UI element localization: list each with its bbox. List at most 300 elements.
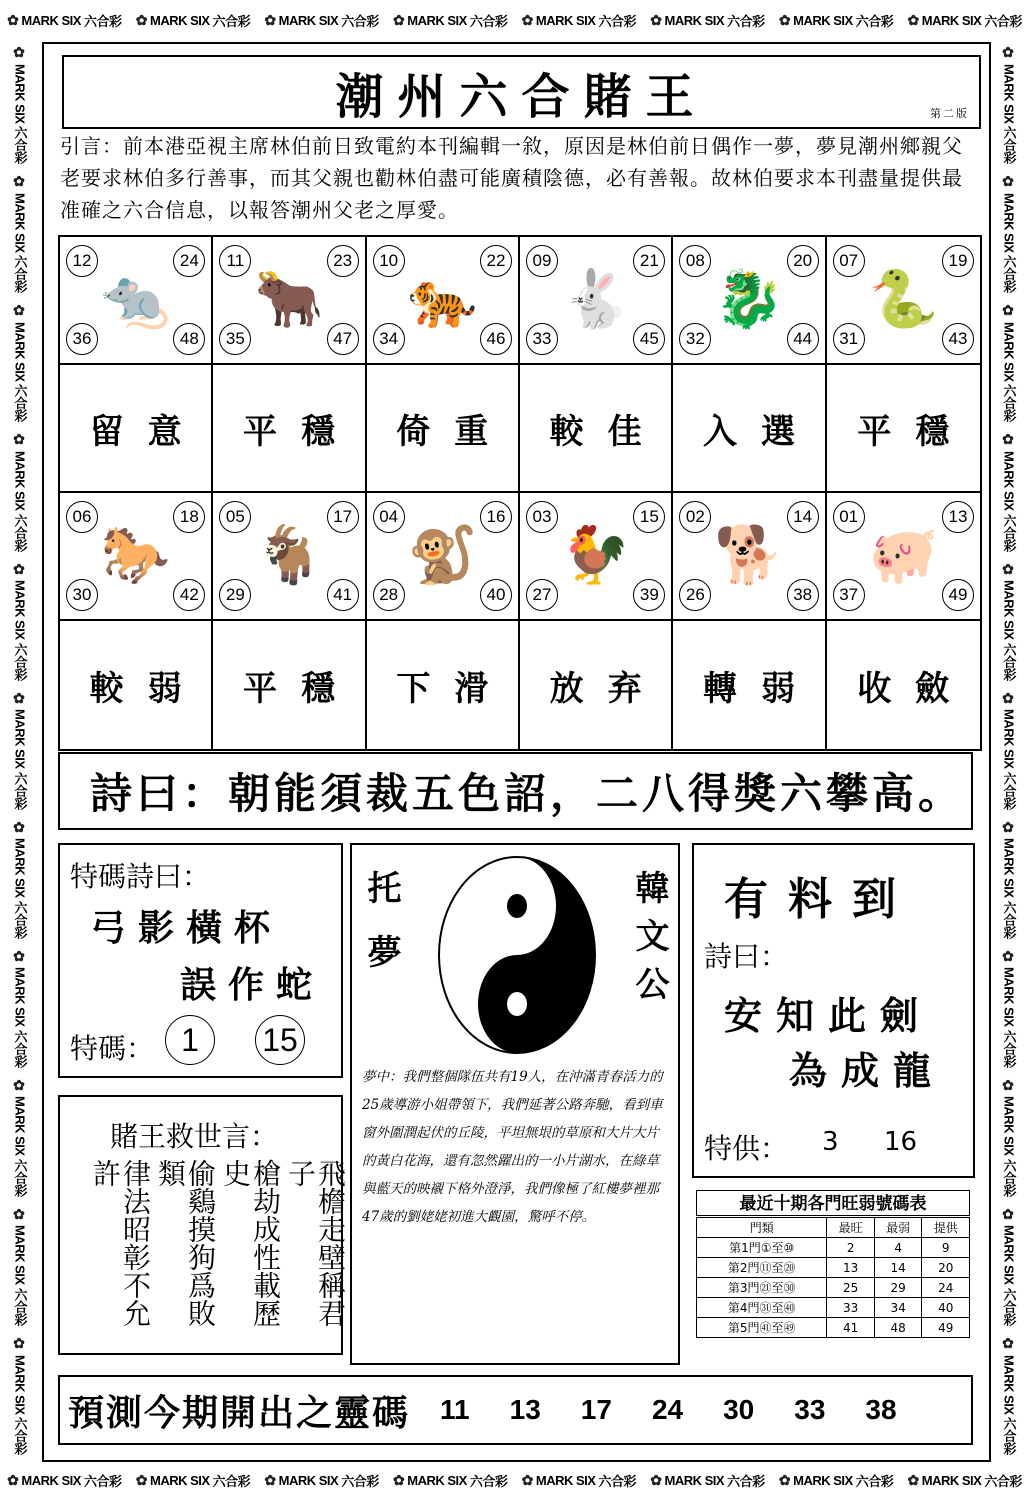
- brand-text: MARK SIX: [1001, 450, 1017, 511]
- flower-icon: ✿: [1001, 432, 1017, 448]
- brand-cn: 六合彩: [598, 1473, 636, 1489]
- zodiac-cell: [367, 237, 520, 365]
- savior-column: 飛檐走壁稱君子: [284, 1159, 347, 1327]
- zodiac-verdict: 倚重: [367, 365, 520, 493]
- stats-cell: 9: [922, 1238, 970, 1258]
- brand-text: MARK SIX: [12, 63, 28, 124]
- brand-mark: [7, 1471, 121, 1490]
- stats-row: [697, 1298, 970, 1318]
- stats-cell: 33: [827, 1298, 875, 1318]
- brand-mark: [11, 45, 30, 164]
- brand-text: MARK SIX: [1001, 709, 1017, 769]
- stats-header: 最旺: [827, 1218, 875, 1238]
- stats-cell: 第4門㉛至㊵: [697, 1298, 827, 1318]
- brand-mark: [1000, 1078, 1019, 1197]
- flower-icon: ✿: [650, 11, 662, 28]
- brand-mark: [1000, 174, 1019, 293]
- brand-cn: 六合彩: [12, 1417, 28, 1455]
- yin-yang-icon: [437, 855, 597, 1055]
- flower-icon: ✿: [521, 1471, 533, 1488]
- brand-cn: 六合彩: [598, 13, 636, 29]
- dragon-icon: 🐉: [714, 267, 784, 332]
- zodiac-number: 23: [327, 245, 359, 277]
- zodiac-number: 21: [633, 245, 665, 277]
- zodiac-number: 16: [480, 501, 512, 533]
- zodiac-verdict: 較佳: [520, 365, 673, 493]
- brand-mark: [1000, 303, 1019, 422]
- rabbit-icon: 🐇: [560, 267, 631, 332]
- zodiac-number: 12: [66, 245, 98, 277]
- stats-cell: 第5門㊶至㊾: [697, 1318, 827, 1338]
- zodiac-cell: [60, 493, 213, 621]
- zodiac-number: 48: [173, 323, 205, 355]
- flower-icon: ✿: [907, 11, 919, 28]
- zodiac-cell: [213, 493, 366, 621]
- dog-icon: 🐕: [714, 523, 784, 588]
- brand-cn: 六合彩: [12, 1288, 28, 1326]
- goat-icon: 🐐: [254, 523, 324, 588]
- brand-text: MARK SIX: [664, 12, 725, 28]
- brand-cn: 六合彩: [12, 900, 28, 939]
- brand-cn: 六合彩: [12, 1158, 28, 1197]
- left-brand-strip: [0, 40, 40, 1460]
- flower-icon: ✿: [1001, 303, 1017, 319]
- flower-icon: ✿: [12, 690, 28, 707]
- brand-cn: 六合彩: [984, 13, 1022, 29]
- zodiac-verdict: 留意: [60, 365, 213, 493]
- zodiac-number: 49: [942, 579, 974, 611]
- brand-cn: 六合彩: [855, 13, 894, 29]
- zodiac-verdict: 收斂: [857, 668, 974, 709]
- brand-mark: [393, 11, 507, 30]
- special-label: 特碼：: [70, 1032, 155, 1065]
- intro-paragraph: 引言：前本港亞視主席林伯前日致電約本刊編輯一敘，原因是林伯前日偶作一夢，夢見潮州鄉親父老要求林伯多行善事，而其父親也勸林伯盡可能廣積陰德，必有善報。故林伯要求本刊盡量提供最准確之六合信息，以報答潮州父老之厚愛。: [60, 134, 963, 222]
- flower-icon: ✿: [7, 11, 19, 28]
- dream-right-label: 韓文公: [629, 870, 669, 1014]
- brand-cn: 六合彩: [1001, 384, 1017, 422]
- brand-mark: [1000, 949, 1019, 1068]
- brand-mark: [779, 1471, 893, 1490]
- brand-text: MARK SIX: [1001, 838, 1017, 898]
- brand-cn: 六合彩: [1001, 900, 1017, 939]
- zodiac-number: 01: [833, 501, 865, 533]
- brand-cn: 六合彩: [1001, 255, 1017, 293]
- brand-text: MARK SIX: [1001, 192, 1017, 253]
- brand-mark: [1000, 1207, 1019, 1326]
- zodiac-number: 44: [787, 323, 819, 355]
- brand-mark: [136, 11, 250, 30]
- zodiac-cell: [827, 237, 980, 365]
- brand-cn: 六合彩: [12, 513, 28, 552]
- flower-icon: ✿: [12, 1206, 28, 1223]
- prediction-number: 30: [723, 1394, 755, 1425]
- brand-mark: [522, 11, 636, 30]
- flower-icon: ✿: [1001, 561, 1017, 578]
- stats-row: [697, 1318, 970, 1338]
- zodiac-number: 19: [942, 245, 974, 277]
- zodiac-number: 09: [526, 245, 558, 277]
- zodiac-number: 05: [219, 501, 251, 533]
- prediction-label: 預測今期開出之靈碼: [68, 1392, 411, 1434]
- brand-mark: [1000, 691, 1019, 810]
- brand-text: MARK SIX: [12, 192, 28, 253]
- news-heading: 有料到: [724, 874, 916, 925]
- brand-mark: [11, 562, 30, 681]
- flower-icon: ✿: [135, 1471, 148, 1488]
- brand-mark: [1000, 820, 1019, 939]
- brand-mark: [11, 949, 30, 1068]
- brand-mark: [1000, 1336, 1019, 1455]
- stats-cell: 40: [922, 1298, 970, 1318]
- brand-text: MARK SIX: [150, 12, 210, 28]
- stats-header: 門類: [697, 1218, 827, 1238]
- zodiac-number: 39: [633, 579, 665, 611]
- zodiac-number: 14: [787, 501, 819, 533]
- zodiac-number: 30: [66, 579, 98, 611]
- flower-icon: ✿: [1001, 174, 1017, 190]
- rooster-icon: 🐓: [560, 523, 631, 588]
- news-poem-label: 詩曰：: [704, 940, 789, 973]
- flower-icon: ✿: [264, 11, 276, 28]
- brand-text: MARK SIX: [793, 12, 853, 28]
- flower-icon: ✿: [1001, 819, 1017, 836]
- brand-mark: [11, 1207, 30, 1326]
- stats-cell: 2: [827, 1238, 875, 1258]
- flower-icon: ✿: [12, 432, 28, 448]
- brand-mark: [11, 820, 30, 939]
- brand-text: MARK SIX: [12, 709, 28, 769]
- stats-cell: 25: [827, 1278, 875, 1298]
- stats-cell: 4: [874, 1238, 922, 1258]
- brand-mark: [1000, 432, 1019, 551]
- zodiac-number: 32: [679, 323, 711, 355]
- zodiac-number: 27: [526, 579, 558, 611]
- brand-text: MARK SIX: [407, 1472, 467, 1488]
- news-line1: 安知此劍: [724, 994, 933, 1038]
- zodiac-number: 03: [526, 501, 558, 533]
- stats-cell: 13: [827, 1258, 875, 1278]
- flower-icon: ✿: [393, 11, 405, 28]
- zodiac-cell: [520, 237, 673, 365]
- brand-mark: [779, 11, 893, 30]
- prediction-number: 11: [440, 1394, 470, 1425]
- snake-icon: 🐍: [868, 267, 939, 332]
- stats-cell: 24: [922, 1278, 970, 1298]
- flower-icon: ✿: [12, 561, 28, 578]
- zodiac-verdict: 入選: [673, 365, 826, 493]
- stats-row: [697, 1278, 970, 1298]
- brand-cn: 六合彩: [727, 1473, 765, 1489]
- prediction-number: 38: [865, 1394, 897, 1425]
- zodiac-number: 08: [679, 245, 711, 277]
- news-line2: 為成龍: [789, 1049, 946, 1093]
- top-brand-strip: [0, 0, 1029, 40]
- brand-cn: 六合彩: [1001, 513, 1017, 552]
- special-code-box: [58, 843, 343, 1078]
- brand-mark: [1000, 45, 1019, 164]
- title-text: 潮州六合賭王: [335, 68, 708, 125]
- zodiac-verdict: 轉弱: [673, 621, 826, 749]
- flower-icon: ✿: [12, 1336, 28, 1352]
- flower-icon: ✿: [778, 11, 791, 28]
- zodiac-number: 02: [679, 501, 711, 533]
- flower-icon: ✿: [393, 1471, 405, 1488]
- zodiac-verdict: 平穩: [213, 365, 366, 493]
- flower-icon: ✿: [1001, 45, 1017, 61]
- brand-text: MARK SIX: [12, 1354, 28, 1415]
- brand-text: MARK SIX: [1001, 580, 1017, 640]
- zodiac-cell: [673, 493, 826, 621]
- brand-mark: [11, 303, 30, 422]
- monkey-icon: 🐒: [407, 523, 478, 588]
- pig-icon: 🐖: [868, 523, 939, 588]
- brand-cn: 六合彩: [12, 384, 28, 422]
- flower-icon: ✿: [1001, 1077, 1017, 1094]
- brand-mark: [393, 1471, 507, 1490]
- zodiac-number: 41: [327, 579, 359, 611]
- brand-cn: 六合彩: [83, 13, 122, 29]
- zodiac-number: 07: [833, 245, 865, 277]
- savior-column: 偷鷄摸狗爲敗類: [154, 1159, 217, 1327]
- zodiac-number: 35: [219, 323, 251, 355]
- brand-cn: 六合彩: [12, 771, 28, 810]
- page-title: [62, 55, 981, 129]
- brand-mark: [908, 11, 1022, 30]
- stats-cell: 48: [874, 1318, 922, 1338]
- brand-mark: [11, 691, 30, 810]
- brand-cn: 六合彩: [469, 13, 508, 29]
- brand-text: MARK SIX: [12, 1225, 28, 1286]
- brand-cn: 六合彩: [12, 642, 28, 681]
- flower-icon: ✿: [1001, 1336, 1017, 1352]
- zodiac-verdict: 較弱: [60, 621, 213, 749]
- brand-text: MARK SIX: [793, 1472, 853, 1488]
- stats-table: [696, 1217, 970, 1338]
- stats-cell: 第2門⑪至⑳: [697, 1258, 827, 1278]
- stats-cell: 20: [922, 1258, 970, 1278]
- brand-cn: 六合彩: [12, 126, 28, 164]
- prediction-number: 24: [651, 1394, 684, 1425]
- zodiac-verdict: 平穩: [213, 621, 366, 749]
- stats-cell: 第1門①至⑩: [697, 1238, 827, 1258]
- brand-cn: 六合彩: [212, 13, 251, 29]
- flower-icon: ✿: [521, 11, 533, 28]
- zodiac-cell: [367, 493, 520, 621]
- flower-icon: ✿: [778, 1471, 791, 1488]
- brand-text: MARK SIX: [12, 838, 28, 898]
- brand-text: MARK SIX: [278, 1472, 339, 1488]
- zodiac-cell: [520, 493, 673, 621]
- zodiac-verdict: 放弃: [520, 621, 673, 749]
- prediction-bar: [58, 1375, 973, 1445]
- prediction-number: 13: [509, 1394, 541, 1425]
- brand-mark: [650, 1471, 764, 1490]
- brand-text: MARK SIX: [1001, 321, 1017, 382]
- brand-mark: [264, 1471, 378, 1490]
- zodiac-verdict: 平穩: [827, 365, 980, 493]
- zodiac-cell: [827, 493, 980, 621]
- zodiac-number: 36: [66, 323, 98, 355]
- brand-cn: 六合彩: [984, 1473, 1022, 1489]
- brand-mark: [11, 1336, 30, 1455]
- flower-icon: ✿: [12, 1077, 28, 1094]
- brand-cn: 六合彩: [212, 1473, 251, 1489]
- flower-icon: ✿: [135, 11, 148, 28]
- brand-cn: 六合彩: [1001, 1158, 1017, 1197]
- stats-cell: 29: [874, 1278, 922, 1298]
- stats-cell: 34: [874, 1298, 922, 1318]
- brand-mark: [7, 11, 121, 30]
- zodiac-number: 46: [480, 323, 512, 355]
- brand-cn: 六合彩: [1001, 1288, 1017, 1326]
- zodiac-number: 20: [787, 245, 819, 277]
- brand-text: MARK SIX: [535, 12, 596, 28]
- brand-mark: [522, 1471, 636, 1490]
- zodiac-number: 11: [219, 245, 251, 277]
- news-number-1: 3: [822, 1127, 839, 1157]
- stats-header-row: [697, 1218, 970, 1238]
- brand-mark: [11, 432, 30, 551]
- stats-row: [697, 1238, 970, 1258]
- flower-icon: ✿: [1001, 948, 1017, 965]
- savior-column: 槍劫成性載歷史: [219, 1159, 282, 1327]
- stats-cell: 49: [922, 1318, 970, 1338]
- brand-cn: 六合彩: [12, 255, 28, 293]
- brand-cn: 六合彩: [341, 1473, 379, 1489]
- brand-cn: 六合彩: [1001, 1417, 1017, 1455]
- zodiac-number: 29: [219, 579, 251, 611]
- flower-icon: ✿: [650, 1471, 662, 1488]
- zodiac-number: 18: [173, 501, 205, 533]
- zodiac-number: 06: [66, 501, 98, 533]
- brand-text: MARK SIX: [664, 1472, 725, 1488]
- ox-icon: 🐂: [254, 267, 324, 332]
- special-number-2: 15: [255, 1015, 305, 1065]
- zodiac-number: 28: [373, 579, 405, 611]
- special-number-1: 1: [165, 1015, 215, 1065]
- brand-mark: [11, 174, 30, 293]
- stats-header: 最弱: [874, 1218, 922, 1238]
- savior-heading: 賭王救世言：: [110, 1120, 279, 1153]
- brand-text: MARK SIX: [1001, 1096, 1017, 1156]
- flower-icon: ✿: [7, 1471, 19, 1488]
- brand-text: MARK SIX: [1001, 967, 1017, 1027]
- flower-icon: ✿: [907, 1471, 919, 1488]
- flower-icon: ✿: [12, 948, 28, 965]
- zodiac-number: 37: [833, 579, 865, 611]
- savior-box: [58, 1095, 347, 1355]
- stats-header: 提供: [922, 1218, 970, 1238]
- savior-column: 律法昭彰不允許: [89, 1159, 152, 1327]
- zodiac-number: 40: [480, 579, 512, 611]
- zodiac-grid: [58, 235, 982, 751]
- flower-icon: ✿: [264, 1471, 276, 1488]
- brand-text: MARK SIX: [278, 12, 339, 28]
- zodiac-number: 17: [327, 501, 359, 533]
- zodiac-number: 33: [526, 323, 558, 355]
- flower-icon: ✿: [12, 819, 28, 836]
- brand-mark: [136, 1471, 250, 1490]
- brand-text: MARK SIX: [12, 967, 28, 1027]
- zodiac-number: 34: [373, 323, 405, 355]
- brand-cn: 六合彩: [1001, 1029, 1017, 1068]
- zodiac-number: 13: [942, 501, 974, 533]
- stats-cell: 14: [874, 1258, 922, 1278]
- zodiac-number: 45: [633, 323, 665, 355]
- zodiac-number: 43: [942, 323, 974, 355]
- zodiac-number: 24: [173, 245, 205, 277]
- brand-mark: [1000, 562, 1019, 681]
- zodiac-number: 15: [633, 501, 665, 533]
- brand-text: MARK SIX: [12, 321, 28, 382]
- dream-left-label: 托夢: [361, 870, 401, 998]
- brand-cn: 六合彩: [855, 1473, 894, 1489]
- tiger-icon: 🐅: [407, 267, 478, 332]
- brand-cn: 六合彩: [469, 1473, 508, 1489]
- zodiac-cell: [60, 237, 213, 365]
- brand-text: MARK SIX: [12, 1096, 28, 1156]
- brand-mark: [908, 1471, 1022, 1490]
- news-box: [692, 843, 975, 1178]
- zodiac-verdict: 下滑: [367, 621, 520, 749]
- zodiac-number: 26: [679, 579, 711, 611]
- flower-icon: ✿: [12, 45, 28, 61]
- zodiac-number: 22: [480, 245, 512, 277]
- brand-mark: [11, 1078, 30, 1197]
- brand-cn: 六合彩: [1001, 126, 1017, 164]
- stats-cell: 41: [827, 1318, 875, 1338]
- stats-row: [697, 1258, 970, 1278]
- news-number-2: 16: [884, 1127, 918, 1157]
- brand-text: MARK SIX: [1001, 1225, 1017, 1286]
- edition-label: 第二版: [930, 107, 969, 120]
- flower-icon: ✿: [1001, 690, 1017, 707]
- zodiac-number: 38: [787, 579, 819, 611]
- horse-icon: 🐎: [100, 523, 171, 588]
- brand-cn: 六合彩: [341, 13, 379, 29]
- zodiac-number: 31: [833, 323, 865, 355]
- brand-text: MARK SIX: [921, 12, 982, 28]
- brand-text: MARK SIX: [921, 1472, 982, 1488]
- brand-mark: [650, 11, 764, 30]
- brand-text: MARK SIX: [407, 12, 467, 28]
- brand-cn: 六合彩: [83, 1473, 122, 1489]
- brand-cn: 六合彩: [1001, 642, 1017, 681]
- flower-icon: ✿: [12, 174, 28, 190]
- brand-text: MARK SIX: [150, 1472, 210, 1488]
- prediction-number: 17: [580, 1394, 612, 1425]
- main-poem: 詩曰：朝能須裁五色詔，二八得獎六攀高。: [58, 752, 973, 830]
- brand-cn: 六合彩: [1001, 771, 1017, 810]
- zodiac-number: 47: [327, 323, 359, 355]
- zodiac-number: 42: [173, 579, 205, 611]
- zodiac-cell: [673, 237, 826, 365]
- stats-title: 最近十期各門旺弱號碼表: [696, 1190, 970, 1216]
- brand-cn: 六合彩: [12, 1029, 28, 1068]
- flower-icon: ✿: [12, 303, 28, 319]
- special-line1: 弓影橫杯: [90, 908, 283, 949]
- brand-text: MARK SIX: [12, 450, 28, 511]
- stats-cell: 第3門㉑至㉚: [697, 1278, 827, 1298]
- prediction-numbers: [440, 1394, 897, 1426]
- brand-text: MARK SIX: [1001, 63, 1017, 124]
- brand-text: MARK SIX: [1001, 1354, 1017, 1415]
- special-line2: 誤作蛇: [180, 965, 325, 1006]
- zodiac-number: 10: [373, 245, 405, 277]
- dream-story: 夢中：我們整個隊伍共有19人，在沖滿青春活力的25歲導游小姐帶領下，我們延著公路奔馳，看到車窗外圍潤起伏的丘陵，平坦無垠的草原和大片大片的黃白花海，還有忽然躍出的一小片湖水，在綠草與藍天的映襯下格外澄淨，我們像極了紅樓夢裡那47歲的劉姥姥初進大觀園，驚呼不停。: [362, 1069, 663, 1225]
- bottom-brand-strip: [0, 1460, 1029, 1500]
- zodiac-number: 04: [373, 501, 405, 533]
